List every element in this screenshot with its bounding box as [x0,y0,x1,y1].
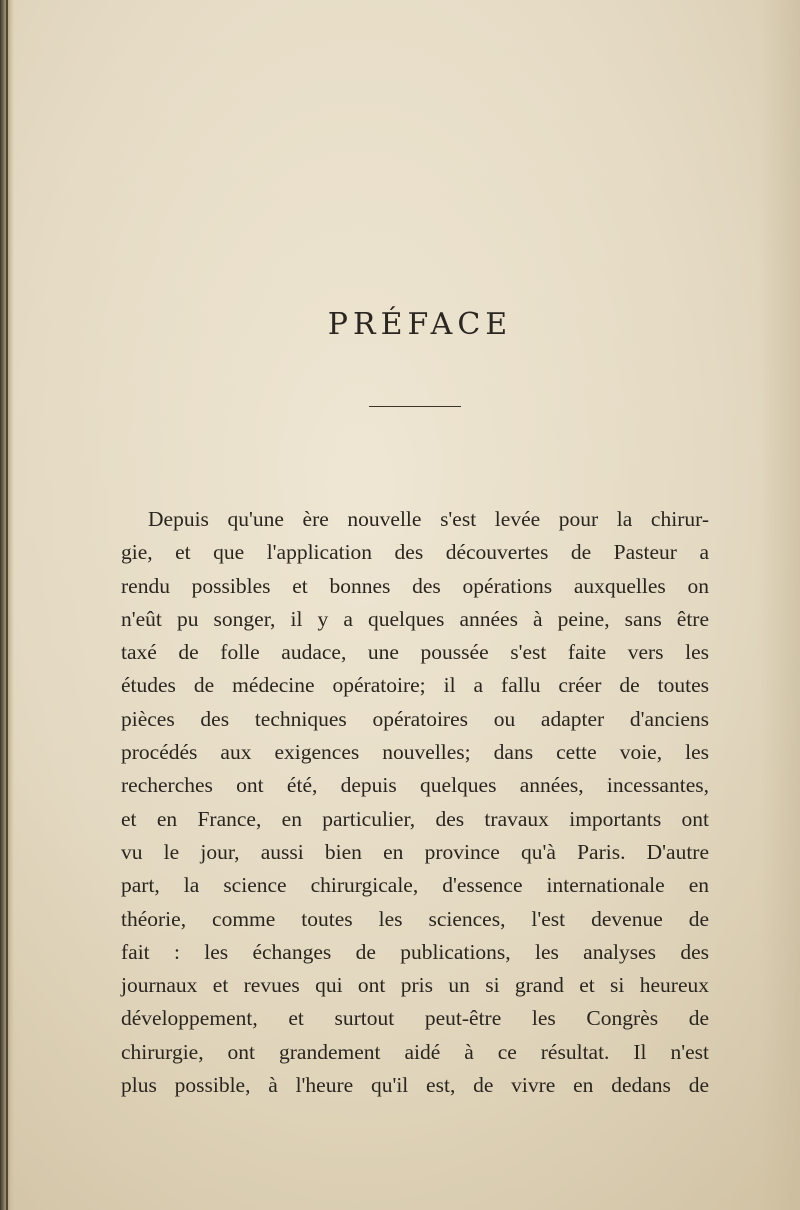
text-line: chirurgie, ont grandement aidé à ce résultat. Il n'est [121,1039,709,1064]
text-line: n'eût pu songer, il y a quelques années à peine, sans être [121,606,709,631]
preface-body [121,503,709,1102]
text-line: taxé de folle audace, une poussée s'est faite vers les [121,640,709,665]
text-line: fait : les échanges de publications, les analyses des [121,939,709,964]
page-right-edge [760,0,800,1210]
text-line: pièces des techniques opératoires ou adapter d'anciens [121,706,709,731]
text-line: procédés aux exigences nouvelles; dans cette voie, les [121,740,709,765]
text-line: rendu possibles et bonnes des opérations auxquelles on [121,573,709,598]
title-divider [369,406,461,407]
page-binding-edge [6,0,8,1210]
text-line: gie, et que l'application des découvertes de Pasteur a [121,540,709,565]
text-line: développement, et surtout peut-être les Congrès de [121,1006,709,1031]
text-line: part, la science chirurgicale, d'essence internationale en [121,873,709,898]
page-title: PRÉFACE [327,307,513,342]
text-line: et en France, en particulier, des travaux importants ont [121,806,709,831]
text-line: études de médecine opératoire; il a fallu créer de toutes [121,673,709,698]
text-line: vu le jour, aussi bien en province qu'à Paris. D'autre [121,839,709,864]
text-line: recherches ont été, depuis quelques années, incessantes, [121,773,709,798]
text-line: plus possible, à l'heure qu'il est, de vivre en dedans de [121,1073,709,1098]
text-line: Depuis qu'une ère nouvelle s'est levée pour la chirur- [148,507,709,531]
text-line: journaux et revues qui ont pris un si grand et si heureux [121,973,709,998]
text-line: théorie, comme toutes les sciences, l'est devenue de [121,906,709,931]
